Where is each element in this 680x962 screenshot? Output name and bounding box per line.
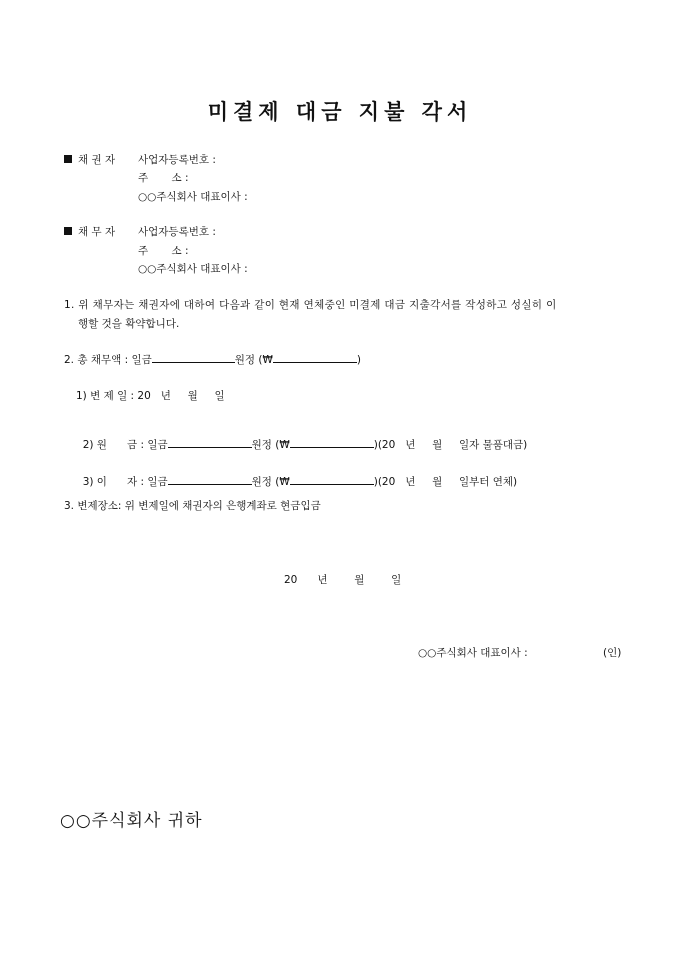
creditor-label: 채 권 자 [78, 154, 116, 166]
creditor-heading [64, 152, 115, 167]
debtor-ceo-label: ○○주식회사 대표이사 : [138, 263, 248, 275]
item-3-mid: 원정 (₩ [251, 476, 290, 488]
debtor-reg-no-label: 사업자등록번호 : [138, 226, 216, 238]
clause-2-mid: 원정 (₩ [234, 354, 273, 366]
item-2-prefix: 2) 원 금 : 일금 [82, 439, 168, 451]
addressee: ○○주식회사 귀하 [60, 811, 203, 831]
document-date: 20 년 월 일 [284, 574, 402, 586]
document-title: 미결제 대금 지불 각서 [207, 100, 473, 124]
square-bullet-icon [64, 227, 72, 235]
square-bullet-icon [64, 155, 72, 163]
item-3-interest [76, 462, 517, 489]
clause-1-line-2: 행할 것을 확약합니다. [78, 318, 180, 330]
interest-number-blank [290, 475, 374, 485]
amount-words-blank [152, 353, 235, 363]
amount-number-blank [273, 353, 357, 363]
clause-2-total-debt [64, 352, 361, 367]
creditor-reg-no-label: 사업자등록번호 : [138, 154, 216, 166]
item-3-prefix: 3) 이 자 : 일금 [82, 476, 168, 488]
principal-number-blank [290, 438, 374, 448]
creditor-ceo-label: ○○주식회사 대표이사 : [138, 191, 248, 203]
debtor-address-label: 주 소 : [138, 245, 189, 257]
principal-words-blank [168, 438, 252, 448]
clause-2-prefix: 2. 총 채무액 : 일금 [64, 354, 152, 366]
seal-mark: (인) [603, 647, 622, 659]
signature-label: ○○주식회사 대표이사 : [418, 647, 528, 659]
item-2-suffix: )(20 년 월 일자 물품대금) [373, 439, 528, 451]
item-3-suffix: )(20 년 월 일부터 연체) [373, 476, 518, 488]
item-2-principal [76, 425, 527, 452]
interest-words-blank [168, 475, 252, 485]
item-2-mid: 원정 (₩ [251, 439, 290, 451]
item-1-repayment-date: 1) 변 제 일 : 20 년 월 일 [76, 390, 225, 402]
debtor-heading [64, 224, 115, 239]
clause-1-line-1: 1. 위 채무자는 채권자에 대하여 다음과 같이 현재 연체중인 미결제 대금 지출각서를 작성하고 성실히 이 [64, 299, 557, 311]
clause-3-payment-place: 3. 변제장소: 위 변제일에 채권자의 은행계좌로 현금입금 [64, 500, 321, 512]
clause-2-suffix: ) [356, 354, 361, 366]
debtor-label: 채 무 자 [78, 226, 116, 238]
creditor-address-label: 주 소 : [138, 172, 189, 184]
